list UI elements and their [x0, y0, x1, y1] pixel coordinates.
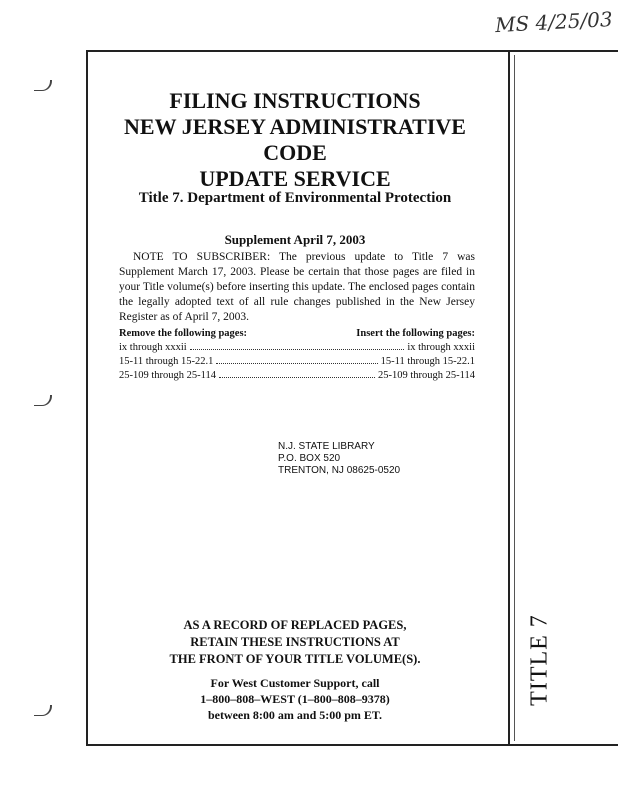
remove-pages: 25-109 through 25-114 [119, 370, 217, 381]
tab-divider-line-inner [514, 55, 515, 741]
insert-pages: ix through xxxii [407, 342, 475, 353]
insert-pages: 25-109 through 25-114 [377, 370, 475, 381]
support-line: For West Customer Support, call [210, 676, 380, 690]
document-subtitle: Title 7. Department of Environmental Protection [138, 190, 452, 206]
support-phone: 1–800–808–WEST (1–800–808–9378) [200, 692, 390, 706]
table-row [119, 341, 475, 355]
record-line: AS A RECORD OF REPLACED PAGES, [183, 618, 407, 632]
table-row [119, 355, 475, 369]
binder-hole-mark [34, 80, 52, 91]
address-line: P.O. BOX 520 [278, 453, 341, 464]
leader-dots [190, 349, 405, 350]
insert-pages: 15-11 through 15-22.1 [380, 356, 475, 367]
handwritten-note: MS 4/25/03 [494, 6, 614, 38]
address-line: N.J. STATE LIBRARY [278, 441, 375, 452]
title-line: UPDATE SERVICE [199, 166, 391, 191]
record-line: RETAIN THESE INSTRUCTIONS AT [190, 635, 400, 649]
leader-dots [216, 363, 377, 364]
pages-table-header [119, 328, 475, 339]
insert-header: Insert the following pages: [356, 328, 475, 339]
document-title [90, 88, 500, 192]
binder-hole-mark [34, 395, 52, 406]
binder-hole-mark [34, 705, 52, 716]
leader-dots [219, 377, 375, 378]
address-stamp [278, 441, 400, 477]
remove-pages: ix through xxxii [119, 342, 187, 353]
address-line: TRENTON, NJ 08625-0520 [278, 465, 401, 476]
subscriber-note: NOTE TO SUBSCRIBER: The previous update to Title 7 was Supplement March 17, 2003. Please be certain that those pages are filed in your Title volume(s) before inserting this update. The enclosed pages contain the legally adopted text of all rule changes published in the New Jersey Register as of April 7, 2003. [119, 251, 475, 323]
record-line: THE FRONT OF YOUR TITLE VOLUME(S). [169, 652, 421, 666]
table-row [119, 369, 475, 383]
remove-pages: 15-11 through 15-22.1 [119, 356, 214, 367]
support-hours: between 8:00 am and 5:00 pm ET. [207, 708, 383, 722]
supplement-date: Supplement April 7, 2003 [224, 232, 366, 247]
pages-table [119, 328, 475, 383]
title-tab-label: TITLE 7 [526, 614, 553, 706]
record-notice [150, 617, 440, 668]
title-line: FILING INSTRUCTIONS [169, 88, 421, 113]
customer-support [150, 675, 440, 723]
remove-header: Remove the following pages: [119, 328, 248, 339]
title-line: NEW JERSEY ADMINISTRATIVE CODE [124, 114, 466, 165]
tab-divider-line [508, 50, 510, 746]
